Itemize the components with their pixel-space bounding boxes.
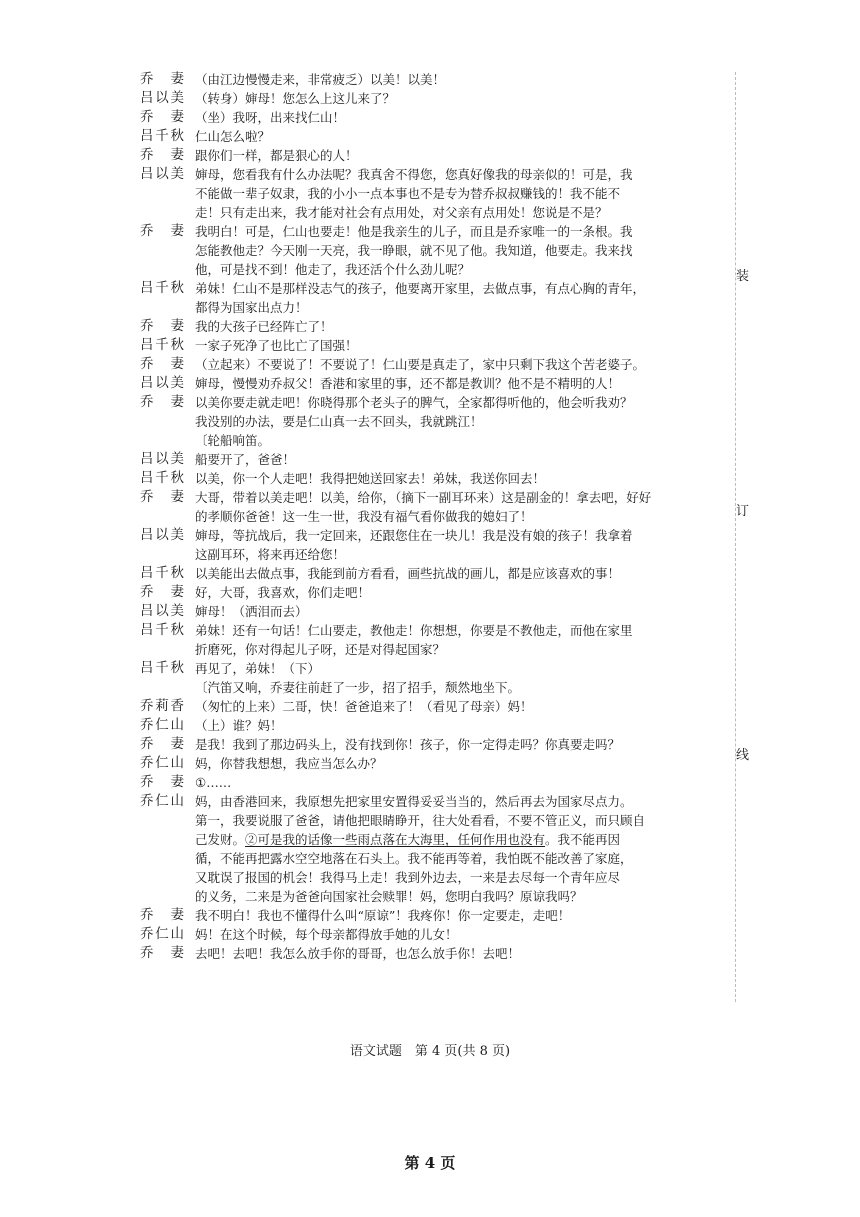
dialogue-line (140, 678, 730, 697)
speaker-name: 乔 妻 (140, 945, 184, 961)
dialogue-text: 的孝顺你爸爸！这一生一世，我没有福气看你做我的媳妇了！ (195, 509, 533, 524)
dialogue-text: 以美，你一个人走吧！我得把她送回家去！弟妹，我送你回去！ (195, 471, 546, 486)
dialogue-line (140, 602, 730, 621)
dialogue-text: 第一，我要说服了爸爸，请他把眼睛睁开，往大处看看，不要不管正义，而只顾自 (195, 813, 646, 828)
dialogue-line (140, 887, 730, 906)
dialogue-line (140, 792, 730, 811)
speaker-name: 吕千秋 (140, 280, 184, 296)
dialogue-line (140, 754, 730, 773)
dialogue-text: 好，大哥，我喜欢，你们走吧！ (195, 585, 371, 600)
dialogue-text: 一家子死净了也比亡了国强！ (195, 338, 358, 353)
dialogue-line (140, 298, 730, 317)
dialogue-line (140, 127, 730, 146)
dialogue-line (140, 621, 730, 640)
dialogue-line (140, 336, 730, 355)
dialogue-line (140, 412, 730, 431)
dialogue-text-pre: 己发财。 (195, 832, 246, 847)
speaker-name: 吕以美 (140, 90, 184, 106)
dialogue-line (140, 108, 730, 127)
dialogue-line (140, 70, 730, 89)
speaker-name: 乔仁山 (140, 755, 184, 771)
dialogue-line (140, 849, 730, 868)
dialogue-text: 船要开了，爸爸！ (195, 452, 296, 467)
dialogue-text: 是我！我到了那边码头上，没有找到你！孩子，你一定得走吗？你真要走吗？ (195, 737, 621, 752)
dialogue-text: 再见了，弟妹！（下） (195, 661, 321, 676)
speaker-name: 乔 妻 (140, 356, 184, 372)
dialogue-line (140, 773, 730, 792)
dialogue-text: 这副耳环，将来再还给您！ (195, 547, 346, 562)
dialogue-line (140, 906, 730, 925)
dialogue-line (140, 830, 730, 849)
binding-label-ding: 订 (736, 504, 750, 519)
dialogue-text: 怎能教他走？今天刚一天亮，我一睁眼，就不见了他。我知道，他要走。我来找 (195, 243, 633, 258)
dialogue-text: 婶母，慢慢劝乔叔父！香港和家里的事，还不都是教训？他不是不精明的人！ (195, 376, 621, 391)
speaker-name: 吕千秋 (140, 337, 184, 353)
dialogue-line (140, 488, 730, 507)
dialogue-text: 去吧！去吧！我怎么放手你的哥哥，也怎么放手你！去吧！ (195, 946, 521, 961)
dialogue-text: （转身）婶母！您怎么上这儿来了？ (195, 91, 396, 106)
dialogue-line (140, 89, 730, 108)
dialogue-text: 我没别的办法，要是仁山真一去不回头，我就跳江！ (195, 414, 483, 429)
dialogue-line (140, 393, 730, 412)
speaker-name: 乔 妻 (140, 147, 184, 163)
dialogue-line (140, 374, 730, 393)
dialogue-text: 以美能出去做点事，我能到前方看看，画些抗战的画儿，都是应该喜欢的事！ (195, 566, 621, 581)
speaker-name: 吕千秋 (140, 622, 184, 638)
dialogue-line (140, 355, 730, 374)
speaker-name: 乔莉香 (140, 698, 184, 714)
speaker-name: 乔 妻 (140, 223, 184, 239)
dialogue-line (140, 165, 730, 184)
dialogue-line (140, 735, 730, 754)
dialogue-text: 妈！在这个时候，每个母亲都得放手她的儿女！ (195, 927, 458, 942)
dialogue-line (140, 659, 730, 678)
speaker-name: 吕千秋 (140, 565, 184, 581)
dialogue-line (140, 279, 730, 298)
dialogue-line (140, 697, 730, 716)
dialogue-line (140, 469, 730, 488)
dialogue-text: 走！只有走出来，我才能对社会有点用处，对父亲有点用处！您说是不是？ (195, 205, 608, 220)
page-number: 第 4 页 (404, 1154, 456, 1172)
speaker-name: 乔 妻 (140, 394, 184, 410)
dialogue-line (140, 944, 730, 963)
dialogue-line (140, 583, 730, 602)
binding-label-zhuang: 装 (736, 269, 750, 284)
dialogue-text: 我不明白！我也不懂得什么叫“原谅”！我疼你！你一定要走，走吧！ (195, 908, 571, 923)
dialogue-text: 弟妹！仁山不是那样没志气的孩子，他要离开家里，去做点事，有点心胸的青年， (195, 281, 646, 296)
underlined-sentence: ②可是我的话像一些雨点落在大海里，任何作用也没有 (245, 832, 546, 847)
dialogue-text: 大哥，带着以美走吧！以美，给你，（摘下一副耳环来）这是副金的！拿去吧，好好 (195, 490, 652, 505)
dialogue-text: 婶母，等抗战后，我一定回来，还跟您住在一块儿！我是没有娘的孩子！我拿着 (195, 528, 633, 543)
speaker-name: 乔 妻 (140, 774, 184, 790)
dialogue-line (140, 716, 730, 735)
dialogue-text (195, 830, 730, 849)
dialogue-line (140, 260, 730, 279)
dialogue-line (140, 431, 730, 450)
dialogue-text: （上）谁？妈！ (195, 718, 283, 733)
speaker-name: 吕以美 (140, 166, 184, 182)
binding-line (735, 72, 736, 1002)
dialogue-line (140, 184, 730, 203)
speaker-name: 吕以美 (140, 603, 184, 619)
dialogue-line (140, 545, 730, 564)
dialogue-text: （由江边慢慢走来，非常疲乏）以美！以美！ (195, 72, 446, 87)
speaker-name: 乔 妻 (140, 584, 184, 600)
dialogue-text: 我的大孩子已经阵亡了！ (195, 319, 333, 334)
dialogue-text: 〔轮船响笛。 (195, 433, 271, 448)
dialogue-text: 妈，你替我想想，我应当怎么办？ (195, 756, 383, 771)
dialogue-text: （立起来）不要说了！不要说了！仁山要是真走了，家中只剩下我这个苦老婆子。 (195, 357, 646, 372)
dialogue-text: 不能做一辈子奴隶，我的小小一点本事也不是专为替乔叔叔赚钱的！我不能不 (195, 186, 621, 201)
dialogue-text: 妈，由香港回来，我原想先把家里安置得妥妥当当的，然后再去为国家尽点力。 (195, 794, 633, 809)
speaker-name: 乔仁山 (140, 926, 184, 942)
speaker-name: 吕以美 (140, 375, 184, 391)
dialogue-line (140, 317, 730, 336)
speaker-name: 吕千秋 (140, 128, 184, 144)
dialogue-text: 婶母！（洒泪而去） (195, 604, 308, 619)
speaker-name: 乔 妻 (140, 736, 184, 752)
speaker-name: 吕千秋 (140, 660, 184, 676)
dialogue-text: 我明白！可是，仁山也要走！他是我亲生的儿子，而且是乔家唯一的一条根。我 (195, 224, 633, 239)
dialogue-text-post: 。我不能再因 (545, 832, 621, 847)
dialogue-line (140, 925, 730, 944)
speaker-name: 吕以美 (140, 451, 184, 467)
dialogue-line (140, 526, 730, 545)
dialogue-line (140, 811, 730, 830)
dialogue-line (140, 222, 730, 241)
speaker-name: 乔 妻 (140, 489, 184, 505)
speaker-name: 乔仁山 (140, 793, 184, 809)
dialogue-line (140, 564, 730, 583)
dialogue-text: 循，不能再把露水空空地落在石头上。我不能再等着，我怕既不能改善了家庭， (195, 851, 633, 866)
dialogue-text: 以美你要走就走吧！你晓得那个老头子的脾气，全家都得听他的，他会听我劝？ (195, 395, 633, 410)
dialogue-line (140, 868, 730, 887)
speaker-name: 乔 妻 (140, 109, 184, 125)
dialogue-line (140, 640, 730, 659)
dialogue-text: 他，可是找不到！他走了，我还活个什么劲儿呢？ (195, 262, 471, 277)
speaker-name: 吕以美 (140, 527, 184, 543)
dialogue-text: 〔汽笛又响，乔妻往前赶了一步，招了招手，颓然地坐下。 (195, 680, 521, 695)
speaker-name: 乔 妻 (140, 907, 184, 923)
dialogue-line (140, 146, 730, 165)
speaker-name: 吕千秋 (140, 470, 184, 486)
dialogue-text: 仁山怎么啦？ (195, 129, 271, 144)
dialogue-text: 婶母，您看我有什么办法呢？我真舍不得您，您真好像我的母亲似的！可是，我 (195, 167, 633, 182)
dialogue-text: 跟你们一样，都是狠心的人！ (195, 148, 358, 163)
dialogue-text: 弟妹！还有一句话！仁山要走，教他走！你想想，你要是不教他走，而他在家里 (195, 623, 633, 638)
binding-label-xian: 线 (736, 748, 750, 763)
dialogue-text: （坐）我呀，出来找仁山！ (195, 110, 346, 125)
dialogue-line (140, 203, 730, 222)
dialogue-text: 都得为国家出点力！ (195, 300, 308, 315)
dialogue-text: 折磨死，你对得起儿子呀，还是对得起国家？ (195, 642, 446, 657)
dialogue-line (140, 450, 730, 469)
dialogue-text: （匆忙的上来）二哥，快！爸爸追来了！（看见了母亲）妈！ (195, 699, 533, 714)
script-body (140, 70, 730, 963)
dialogue-text: ①…… (195, 775, 232, 790)
speaker-name: 乔仁山 (140, 717, 184, 733)
dialogue-line (140, 241, 730, 260)
dialogue-text: 的义务，二来是为爸爸向国家社会赎罪！妈，您明白我吗？原谅我吗？ (195, 889, 583, 904)
exam-footer: 语文试题 第 4 页(共 8 页) (349, 1044, 511, 1059)
speaker-name: 乔 妻 (140, 318, 184, 334)
dialogue-line (140, 507, 730, 526)
dialogue-text: 又耽误了报国的机会！我得马上走！我到外边去，一来是去尽每一个青年应尽 (195, 870, 621, 885)
speaker-name: 乔 妻 (140, 71, 184, 87)
